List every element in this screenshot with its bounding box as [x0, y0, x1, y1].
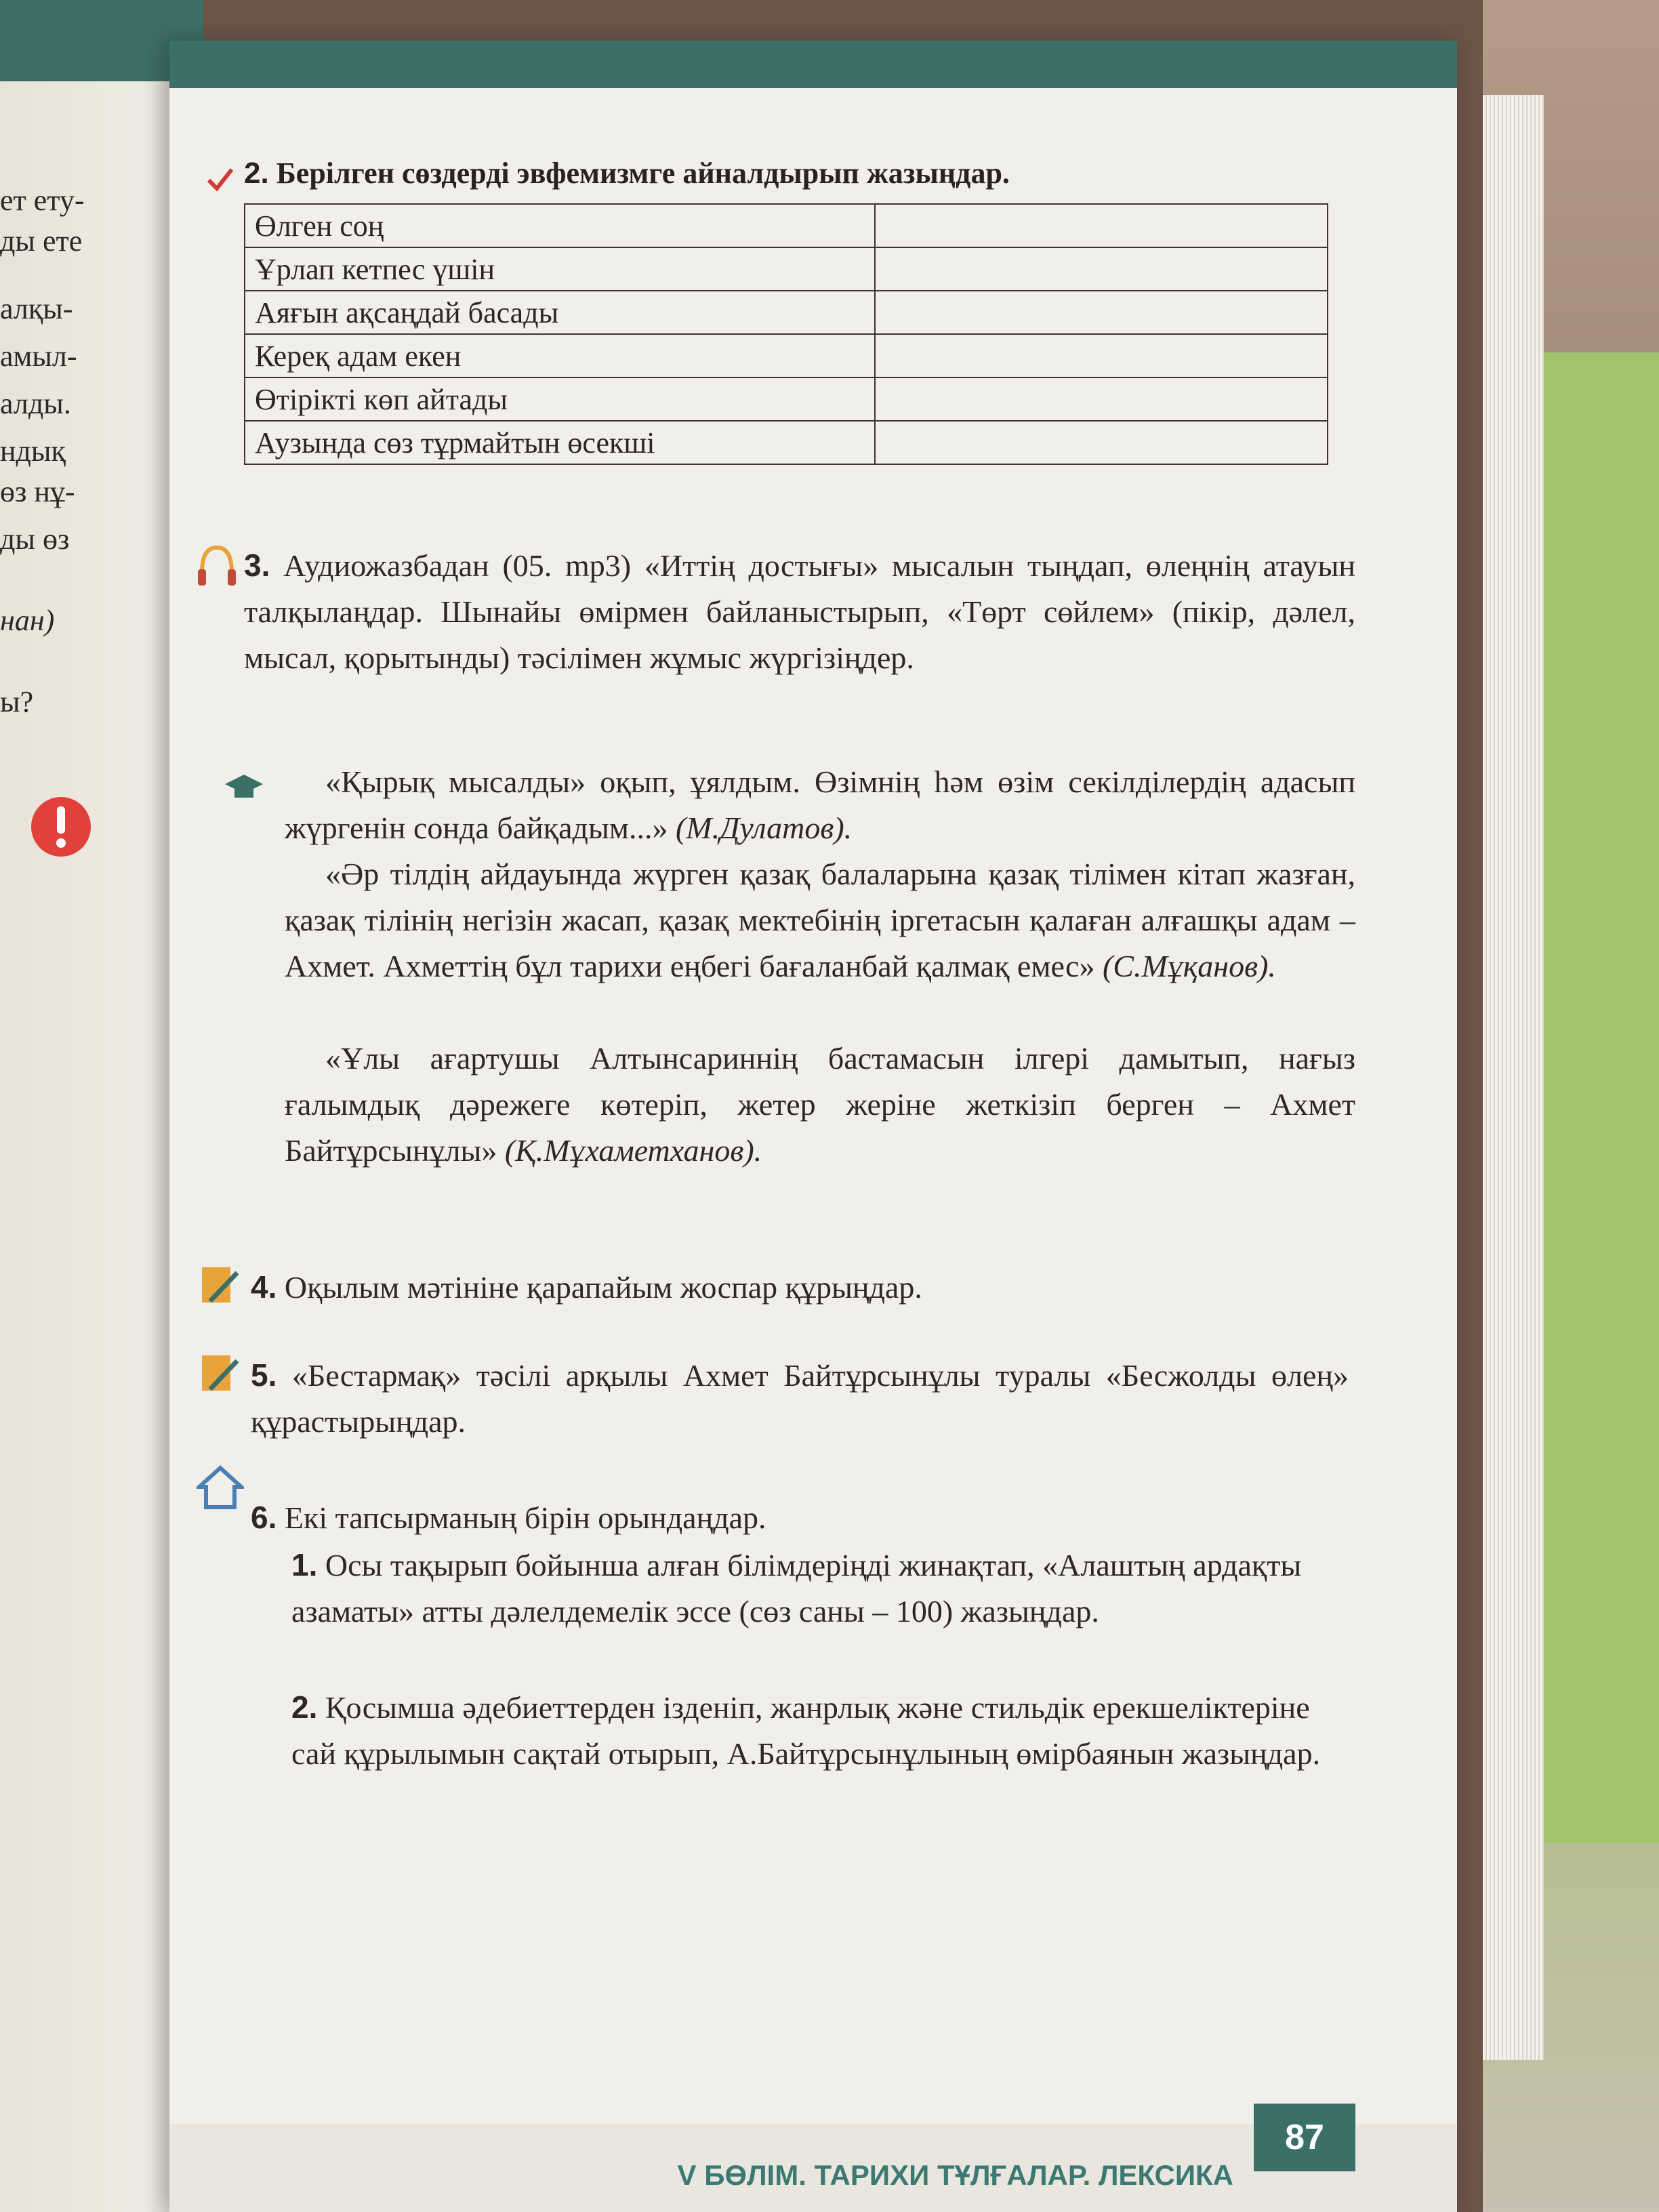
exercise-text: Екі тапсырманың бірін орындаңдар.: [284, 1500, 766, 1535]
table-row: [245, 334, 1328, 377]
table-row: [245, 421, 1328, 464]
quote-3: [285, 1036, 1355, 1174]
table-cell: Аяғын ақсаңдай басады: [245, 291, 875, 334]
prev-fragment: амыл-: [0, 340, 77, 373]
prev-fragment: ндық: [0, 434, 66, 468]
table-cell: Өтірікті көп айтады: [245, 377, 875, 421]
prev-fragment: ды өз: [0, 523, 70, 556]
table-cell: Кереқ адам екен: [245, 334, 875, 377]
exercise-text: Аудиожазбадан (05. mp3) «Иттің достығы» мысалын тыңдап, өлеңнің атауын талқылаңдар. Шынайы өмірмен байланыстырып, «Төрт сөйлем» (пікір, дәлел, мысал, қорытынды) тәсілімен жұмыс жүргізіңдер.: [244, 548, 1356, 675]
quote-text: «Ұлы ағартушы Алтынсариннің бастамасын ілгері дамытып, нағыз ғалымдық дәрежеге көтеріп, жетер жеріне жеткізіп берген – Ахмет Байтұрсынұлы»: [285, 1041, 1355, 1168]
task-number: 1.: [291, 1547, 318, 1582]
quote-author: (М.Дулатов).: [675, 811, 853, 845]
quote-text: «Қырық мысалды» оқып, ұялдым. Өзімнің һәм өзім секілділердің адасып жүргенін сонда байқадым...»: [285, 764, 1355, 845]
exercise-text: Берілген сөздерді эвфемизмге айналдырып жазыңдар.: [276, 157, 1010, 190]
prev-fragment: нан): [0, 604, 55, 637]
task-item-1: [291, 1542, 1349, 1635]
exercise-3: [244, 542, 1355, 681]
exercise-number: 4.: [251, 1269, 277, 1305]
exercise-number: 3.: [244, 548, 270, 583]
section-title: V БӨЛІМ. ТАРИХИ ТҰЛҒАЛАР. ЛЕКСИКА: [677, 2159, 1233, 2191]
prev-fragment: өз нұ-: [0, 475, 75, 508]
answer-cell[interactable]: [875, 377, 1328, 421]
quote-author: (Қ.Мұхаметханов).: [504, 1133, 762, 1168]
quote-1: [285, 759, 1355, 851]
textbook-page: [169, 41, 1457, 2212]
home-icon: [197, 1464, 244, 1515]
exercise-6: [251, 1494, 1349, 1541]
table-row: [245, 247, 1328, 291]
answer-cell[interactable]: [875, 334, 1328, 377]
table-cell: Ұрлап кетпес үшін: [245, 247, 875, 291]
answer-cell[interactable]: [875, 291, 1328, 334]
exercise-text: «Бестармақ» тәсілі арқылы Ахмет Байтұрсынұлы туралы «Бесжолды өлең» құрастырыңдар.: [251, 1358, 1349, 1439]
table-row: [245, 291, 1328, 334]
notebook-pencil-icon: [197, 1349, 244, 1399]
prev-fragment: ы?: [0, 685, 34, 718]
quote-author: (С.Мұқанов).: [1102, 949, 1276, 983]
exercise-4: [251, 1264, 1349, 1311]
answer-cell[interactable]: [875, 247, 1328, 291]
page-number: 87: [1254, 2104, 1355, 2171]
prev-fragment: алды.: [0, 387, 71, 420]
table-row: [245, 377, 1328, 421]
alert-icon: [27, 793, 95, 864]
table-cell: Өлген соң: [245, 204, 875, 247]
quote-2: [285, 851, 1355, 989]
exercise-2-title: [244, 156, 1010, 190]
task-number: 2.: [291, 1689, 318, 1725]
book-page-edges: [1483, 95, 1544, 2060]
headphones-icon: [197, 542, 237, 593]
table-row: [245, 204, 1328, 247]
task-text: Осы тақырып бойынша алған білімдеріңді жинақтап, «Алаштың ардақты азаматы» атты дәлелдемелік эссе (сөз саны – 100) жазыңдар.: [291, 1548, 1302, 1629]
page-top-band: [169, 41, 1457, 88]
task-item-2: [291, 1684, 1349, 1777]
answer-cell[interactable]: [875, 204, 1328, 247]
exercise-number: 6.: [251, 1500, 277, 1535]
notebook-pencil-icon: [197, 1261, 244, 1311]
exercise-number: 5.: [251, 1357, 277, 1393]
prev-fragment: алқы-: [0, 292, 73, 325]
euphemism-table: [244, 203, 1328, 465]
prev-fragment: ет ету-: [0, 184, 85, 217]
quote-text: «Әр тілдің айдауында жүрген қазақ балаларына қазақ тілімен кітап жазған, қазақ тілінің негізін жасап, қазақ мектебінің іргетасын қалаған алғашқы адам – Ахмет. Ахметтің бұл тарихи еңбегі бағаланбай қалмақ емес»: [285, 857, 1355, 983]
exercise-5: [251, 1352, 1349, 1445]
exercise-text: Оқылым мәтініне қарапайым жоспар құрыңдар.: [284, 1270, 922, 1305]
checkmark-icon: [203, 163, 237, 200]
answer-cell[interactable]: [875, 421, 1328, 464]
table-cell: Аузында сөз тұрмайтын өсекші: [245, 421, 875, 464]
exercise-number: 2.: [244, 157, 269, 190]
task-text: Қосымша әдебиеттерден ізденіп, жанрлық және стильдік ерекшеліктеріне сай құрылымын сақтай отырып, А.Байтұрсынұлының өмірбаянын жазыңдар.: [291, 1690, 1321, 1771]
graduation-cap-icon: [224, 769, 264, 813]
prev-fragment: ды ете: [0, 224, 83, 258]
